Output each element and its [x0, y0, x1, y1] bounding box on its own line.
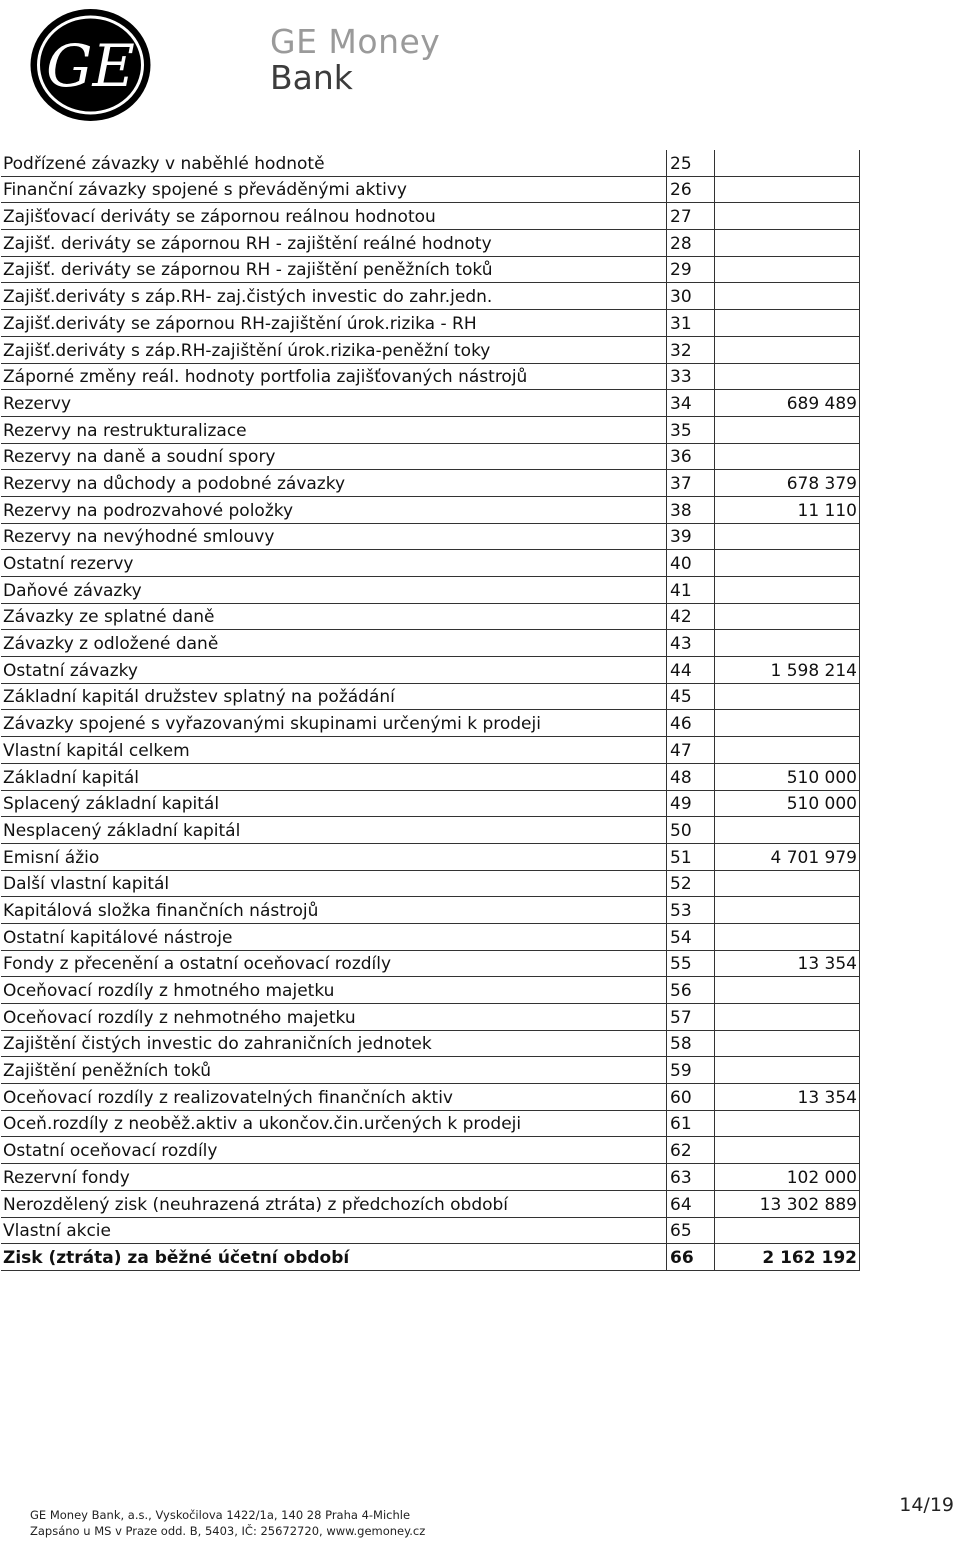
row-value	[715, 443, 860, 470]
row-value	[715, 817, 860, 844]
row-label: Základní kapitál	[1, 763, 667, 790]
row-value	[715, 1110, 860, 1137]
row-value	[715, 683, 860, 710]
row-value	[715, 363, 860, 390]
row-label: Rezervy	[1, 390, 667, 417]
row-value	[715, 150, 860, 176]
row-number: 30	[667, 283, 715, 310]
row-number: 42	[667, 603, 715, 630]
footer-line2: Zapsáno u MS v Praze odd. B, 5403, IČ: 25672720, www.gemoney.cz	[30, 1524, 426, 1538]
table-row	[1, 577, 860, 604]
row-label: Rezervy na daně a soudní spory	[1, 443, 667, 470]
row-label: Nesplacený základní kapitál	[1, 817, 667, 844]
table-row	[1, 1190, 860, 1217]
table-row	[1, 1110, 860, 1137]
bank-name-line2: Bank	[270, 58, 353, 97]
row-label: Emisní ážio	[1, 843, 667, 870]
table-row	[1, 950, 860, 977]
table-row	[1, 1030, 860, 1057]
row-number: 50	[667, 817, 715, 844]
row-label: Závazky ze splatné daně	[1, 603, 667, 630]
row-value	[715, 523, 860, 550]
row-value	[715, 630, 860, 657]
row-label: Záporné změny reál. hodnoty portfolia zajišťovaných nástrojů	[1, 363, 667, 390]
page-number: 14/19	[899, 1494, 954, 1516]
row-value: 13 354	[715, 1084, 860, 1111]
row-label: Ostatní oceňovací rozdíly	[1, 1137, 667, 1164]
row-number: 34	[667, 390, 715, 417]
row-value	[715, 1004, 860, 1031]
row-label: Zajišť. deriváty se zápornou RH - zajištění reálné hodnoty	[1, 230, 667, 257]
row-number: 32	[667, 336, 715, 363]
row-label: Podřízené závazky v naběhlé hodnotě	[1, 150, 667, 176]
row-number: 29	[667, 256, 715, 283]
row-value: 1 598 214	[715, 657, 860, 684]
table-row	[1, 977, 860, 1004]
row-label: Zisk (ztráta) za běžné účetní období	[1, 1244, 667, 1271]
table-row	[1, 230, 860, 257]
row-number: 63	[667, 1164, 715, 1191]
row-value: 2 162 192	[715, 1244, 860, 1271]
table-row	[1, 390, 860, 417]
row-label: Splacený základní kapitál	[1, 790, 667, 817]
row-number: 56	[667, 977, 715, 1004]
table-row	[1, 1084, 860, 1111]
table-row	[1, 1217, 860, 1244]
row-label: Oceňovací rozdíly z hmotného majetku	[1, 977, 667, 1004]
row-value	[715, 1137, 860, 1164]
row-label: Rezervy na nevýhodné smlouvy	[1, 523, 667, 550]
row-number: 47	[667, 737, 715, 764]
table-row	[1, 256, 860, 283]
row-label: Ostatní kapitálové nástroje	[1, 923, 667, 950]
row-value	[715, 977, 860, 1004]
row-value	[715, 416, 860, 443]
table-row	[1, 496, 860, 523]
row-value: 510 000	[715, 790, 860, 817]
row-label: Zajišťovací deriváty se zápornou reálnou hodnotou	[1, 203, 667, 230]
table-row	[1, 923, 860, 950]
row-number: 49	[667, 790, 715, 817]
row-value	[715, 737, 860, 764]
row-number: 53	[667, 897, 715, 924]
row-label: Základní kapitál družstev splatný na požádání	[1, 683, 667, 710]
table-row	[1, 1164, 860, 1191]
row-label: Závazky z odložené daně	[1, 630, 667, 657]
row-value	[715, 336, 860, 363]
row-label: Vlastní kapitál celkem	[1, 737, 667, 764]
row-value	[715, 1030, 860, 1057]
row-value	[715, 230, 860, 257]
row-label: Oceňovací rozdíly z realizovatelných finančních aktiv	[1, 1084, 667, 1111]
row-number: 62	[667, 1137, 715, 1164]
table-row	[1, 1004, 860, 1031]
bank-name-line1: GE Money	[270, 22, 441, 61]
row-number: 52	[667, 870, 715, 897]
row-value	[715, 310, 860, 337]
table-row	[1, 657, 860, 684]
table-row	[1, 710, 860, 737]
row-number: 60	[667, 1084, 715, 1111]
table-row	[1, 603, 860, 630]
table-row	[1, 150, 860, 176]
table-row	[1, 763, 860, 790]
row-label: Rezervy na důchody a podobné závazky	[1, 470, 667, 497]
row-number: 51	[667, 843, 715, 870]
row-label: Vlastní akcie	[1, 1217, 667, 1244]
row-number: 58	[667, 1030, 715, 1057]
row-number: 39	[667, 523, 715, 550]
row-number: 40	[667, 550, 715, 577]
table-row	[1, 870, 860, 897]
row-number: 31	[667, 310, 715, 337]
row-label: Kapitálová složka finančních nástrojů	[1, 897, 667, 924]
row-label: Fondy z přecenění a ostatní oceňovací rozdíly	[1, 950, 667, 977]
row-label: Finanční závazky spojené s převáděnými aktivy	[1, 176, 667, 203]
row-label: Zajišť.deriváty s záp.RH-zajištění úrok.rizika-peněžní toky	[1, 336, 667, 363]
row-value	[715, 550, 860, 577]
row-value: 689 489	[715, 390, 860, 417]
row-number: 25	[667, 150, 715, 176]
row-value	[715, 577, 860, 604]
row-number: 38	[667, 496, 715, 523]
row-value: 678 379	[715, 470, 860, 497]
row-label: Ostatní závazky	[1, 657, 667, 684]
row-value	[715, 870, 860, 897]
footer-line1: GE Money Bank, a.s., Vyskočilova 1422/1a, 140 28 Praha 4-Michle	[30, 1508, 411, 1522]
row-label: Ostatní rezervy	[1, 550, 667, 577]
ge-logo	[28, 6, 153, 124]
row-label: Oceňovací rozdíly z nehmotného majetku	[1, 1004, 667, 1031]
balance-sheet-table	[1, 150, 860, 1271]
row-value	[715, 283, 860, 310]
table-row	[1, 1137, 860, 1164]
row-label: Závazky spojené s vyřazovanými skupinami určenými k prodeji	[1, 710, 667, 737]
row-number: 33	[667, 363, 715, 390]
row-number: 36	[667, 443, 715, 470]
row-number: 54	[667, 923, 715, 950]
row-label: Rezervy na restrukturalizace	[1, 416, 667, 443]
row-label: Zajišť.deriváty se zápornou RH-zajištění úrok.rizika - RH	[1, 310, 667, 337]
row-label: Daňové závazky	[1, 577, 667, 604]
row-label: Zajišť. deriváty se zápornou RH - zajištění peněžních toků	[1, 256, 667, 283]
row-value	[715, 897, 860, 924]
row-label: Rezervní fondy	[1, 1164, 667, 1191]
row-value: 510 000	[715, 763, 860, 790]
row-label: Zajišť.deriváty s záp.RH- zaj.čistých investic do zahr.jedn.	[1, 283, 667, 310]
table-row	[1, 1057, 860, 1084]
row-number: 43	[667, 630, 715, 657]
table-row	[1, 897, 860, 924]
table-row	[1, 336, 860, 363]
row-number: 46	[667, 710, 715, 737]
row-value	[715, 603, 860, 630]
row-value	[715, 710, 860, 737]
footer-address	[30, 1507, 425, 1539]
table-row	[1, 416, 860, 443]
logo-text: GE	[46, 32, 135, 100]
row-number: 61	[667, 1110, 715, 1137]
row-number: 64	[667, 1190, 715, 1217]
row-number: 66	[667, 1244, 715, 1271]
row-value: 102 000	[715, 1164, 860, 1191]
row-value	[715, 256, 860, 283]
row-number: 41	[667, 577, 715, 604]
bank-name	[270, 24, 440, 96]
table-row	[1, 1244, 860, 1271]
row-number: 26	[667, 176, 715, 203]
row-number: 55	[667, 950, 715, 977]
table-row	[1, 523, 860, 550]
row-number: 48	[667, 763, 715, 790]
row-label: Rezervy na podrozvahové položky	[1, 496, 667, 523]
table-row	[1, 283, 860, 310]
row-label: Oceň.rozdíly z neoběž.aktiv a ukončov.čin.určených k prodeji	[1, 1110, 667, 1137]
row-number: 44	[667, 657, 715, 684]
row-label: Další vlastní kapitál	[1, 870, 667, 897]
row-value	[715, 1057, 860, 1084]
table-row	[1, 790, 860, 817]
row-number: 57	[667, 1004, 715, 1031]
row-number: 45	[667, 683, 715, 710]
row-label: Zajištění čistých investic do zahraničních jednotek	[1, 1030, 667, 1057]
table-row	[1, 443, 860, 470]
table-row	[1, 630, 860, 657]
table-row	[1, 737, 860, 764]
row-value: 13 354	[715, 950, 860, 977]
row-value	[715, 1217, 860, 1244]
row-label: Nerozdělený zisk (neuhrazená ztráta) z předchozích období	[1, 1190, 667, 1217]
row-number: 35	[667, 416, 715, 443]
table-row	[1, 550, 860, 577]
table-row	[1, 203, 860, 230]
table-row	[1, 470, 860, 497]
table-row	[1, 817, 860, 844]
row-value: 4 701 979	[715, 843, 860, 870]
row-number: 28	[667, 230, 715, 257]
table-row	[1, 843, 860, 870]
row-number: 65	[667, 1217, 715, 1244]
row-value	[715, 923, 860, 950]
table-row	[1, 310, 860, 337]
row-label: Zajištění peněžních toků	[1, 1057, 667, 1084]
table-row	[1, 176, 860, 203]
row-number: 37	[667, 470, 715, 497]
row-value: 11 110	[715, 496, 860, 523]
row-value: 13 302 889	[715, 1190, 860, 1217]
table-row	[1, 363, 860, 390]
row-number: 27	[667, 203, 715, 230]
row-value	[715, 203, 860, 230]
row-number: 59	[667, 1057, 715, 1084]
row-value	[715, 176, 860, 203]
table-row	[1, 683, 860, 710]
